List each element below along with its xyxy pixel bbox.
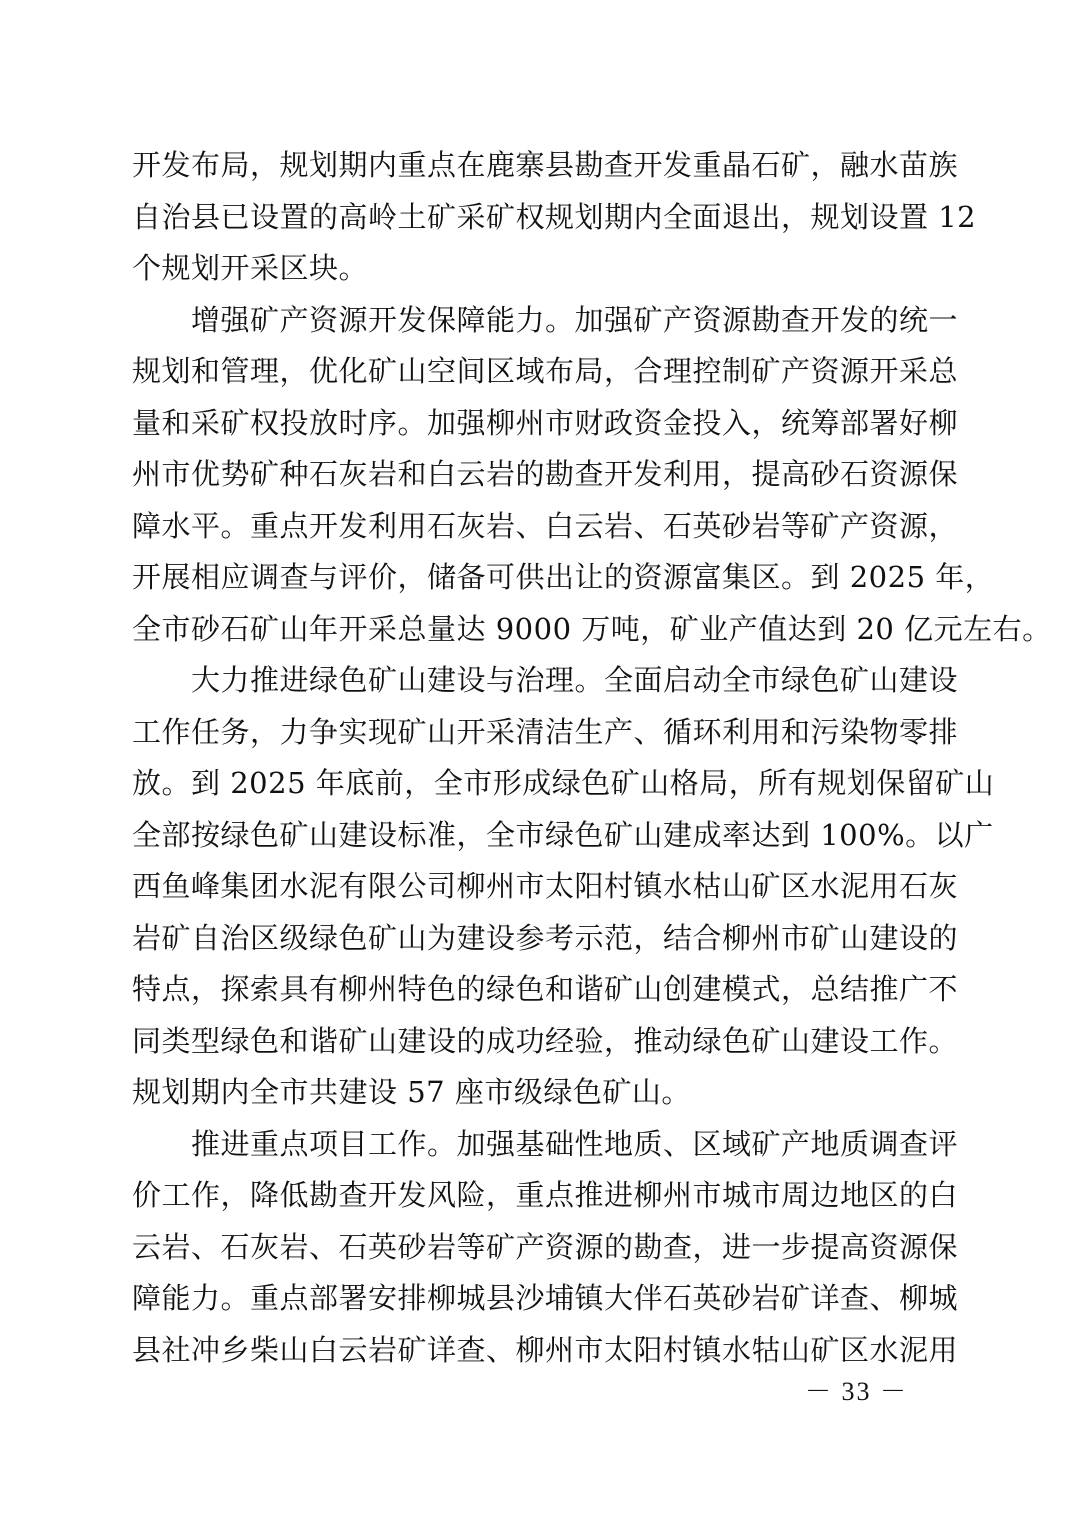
page-number: － 33 － [804,1377,908,1406]
text-line: 推进重点项目工作。加强基础性地质、区域矿产地质调查评 [132,1126,959,1161]
paragraph [132,655,995,1119]
text-line: 云岩、石灰岩、石英砂岩等矿产资源的勘查，进一步提高资源保 [132,1229,959,1264]
text-line: 同类型绿色和谐矿山建设的成功经验，推动绿色矿山建设工作。 [132,1023,959,1058]
text-line: 大力推进绿色矿山建设与治理。全面启动全市绿色矿山建设 [132,663,959,697]
text-line: 全部按绿色矿山建设标准，全市绿色矿山建成率达到 100%。以广 [132,817,994,852]
paragraph [132,295,1052,656]
text-line: 工作任务，力争实现矿山开采清洁生产、循环利用和污染物零排 [132,714,959,749]
text-line: 量和采矿权投放时序。加强柳州市财政资金投入，统筹部署好柳 [132,405,959,440]
text-line: 障能力。重点部署安排柳城县沙埔镇大伴石英砂岩矿详查、柳城 [132,1281,959,1315]
text-line: 开发布局，规划期内重点在鹿寨县勘查开发重晶石矿，融水苗族 [132,148,959,182]
text-line: 规划期内全市共建设 57 座市级绿色矿山。 [132,1075,691,1109]
text-line: 放。到 2025 年底前，全市形成绿色矿山格局，所有规划保留矿山 [132,766,995,800]
paragraph [132,140,977,295]
text-line: 障水平。重点开发利用石灰岩、白云岩、石英砂岩等矿产资源， [132,508,959,543]
text-line: 岩矿自治区级绿色矿山为建设参考示范，结合柳州市矿山建设的 [132,920,959,955]
text-line: 规划和管理，优化矿山空间区域布局，合理控制矿产资源开采总 [132,354,959,388]
text-line: 西鱼峰集团水泥有限公司柳州市太阳村镇水枯山矿区水泥用石灰 [132,869,959,903]
text-line: 特点，探索具有柳州特色的绿色和谐矿山创建模式，总结推广不 [132,972,959,1006]
paragraph [132,1119,959,1377]
text-line: 县社冲乡柴山白云岩矿详查、柳州市太阳村镇水牯山矿区水泥用 [132,1332,959,1367]
text-line: 增强矿产资源开发保障能力。加强矿产资源勘查开发的统一 [132,302,959,337]
text-line: 全市砂石矿山年开采总量达 9000 万吨，矿业产值达到 20 亿元左右。 [132,611,1052,646]
text-line: 开展相应调查与评价，储备可供出让的资源富集区。到 2025 年， [132,560,995,594]
text-line: 个规划开采区块。 [132,251,369,285]
text-line: 自治县已设置的高岭土矿采矿权规划期内全面退出，规划设置 12 [132,199,977,234]
document-body [132,140,1052,1376]
text-line: 价工作，降低勘查开发风险，重点推进柳州市城市周边地区的白 [132,1178,959,1212]
text-line: 州市优势矿种石灰岩和白云岩的勘查开发利用，提高砂石资源保 [132,457,959,491]
